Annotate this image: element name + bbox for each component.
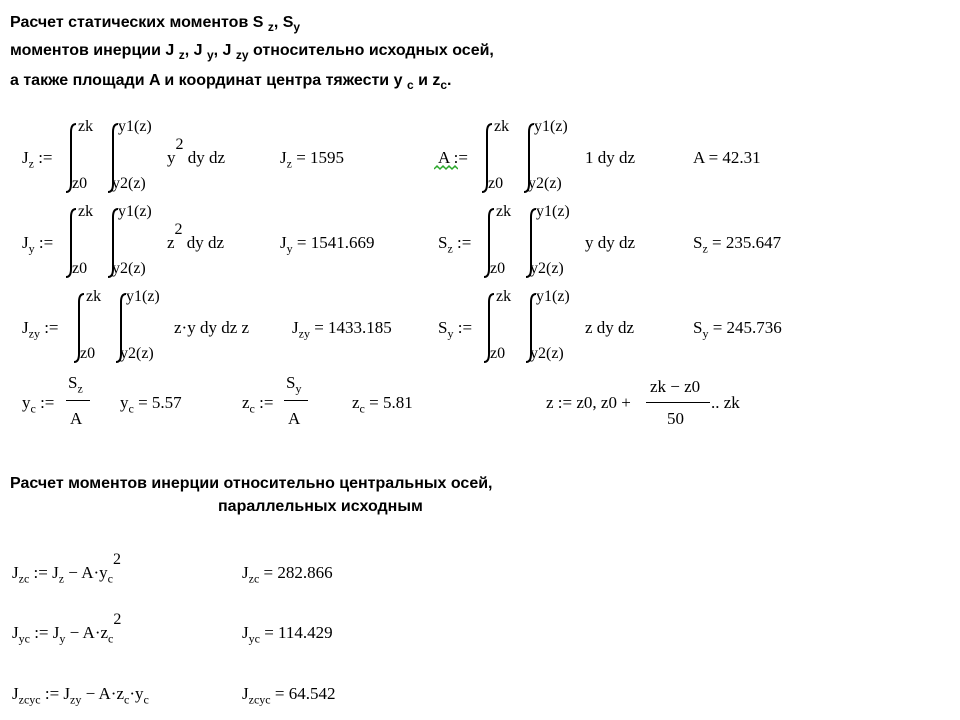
- var: A: [438, 148, 450, 167]
- sy-result: [693, 318, 782, 341]
- assign: := J: [44, 684, 71, 703]
- heading-area-centroid: [10, 72, 452, 92]
- sub: y: [286, 241, 293, 256]
- assign: :=: [457, 233, 472, 252]
- jz-result: [280, 148, 344, 171]
- heading-sub: c: [440, 78, 448, 93]
- jzy-lower-outer: z0: [80, 345, 96, 362]
- diffs: dy dz: [186, 233, 225, 252]
- area-lower-outer: z0: [488, 175, 504, 192]
- assign: :=: [457, 318, 473, 337]
- sz-integrand: y dy dz: [585, 233, 636, 252]
- jzy-upper-outer: zk: [86, 288, 102, 305]
- jzy-result: [292, 318, 392, 341]
- var: J: [22, 233, 29, 252]
- zc-result: [352, 393, 413, 416]
- var: J: [12, 563, 19, 582]
- sz-definition[interactable]: [438, 233, 471, 256]
- sub: z: [77, 381, 83, 396]
- sub: y: [447, 326, 454, 341]
- var: J: [12, 623, 19, 642]
- var: J: [280, 233, 287, 252]
- sub: z: [28, 156, 34, 171]
- value: = 5.57: [138, 393, 182, 412]
- sz-upper-inner: y1(z): [536, 203, 570, 220]
- area-upper-outer: zk: [494, 118, 510, 135]
- var: S: [438, 233, 448, 252]
- sub: y: [59, 631, 66, 646]
- zc-fraction-bar: [284, 400, 308, 401]
- value: = 235.647: [712, 233, 782, 252]
- heading-sub: z: [267, 20, 274, 35]
- integrand: z: [167, 233, 175, 252]
- jz-lower-outer: z0: [72, 175, 88, 192]
- zc-numerator: [286, 373, 301, 396]
- assign: := J: [33, 563, 59, 582]
- minus: − A·z: [69, 623, 109, 642]
- assign: :=: [38, 148, 53, 167]
- jy-definition[interactable]: [22, 233, 53, 256]
- sub: z: [702, 241, 708, 256]
- heading-sub: z: [178, 48, 185, 63]
- heading-sub: c: [406, 78, 414, 93]
- area-result: A = 42.31: [693, 148, 761, 167]
- assign: :=: [259, 393, 274, 412]
- sub: c: [359, 401, 365, 416]
- sub: yc: [248, 631, 260, 646]
- jz-upper-inner: y1(z): [118, 118, 152, 135]
- area-upper-inner: y1(z): [534, 118, 568, 135]
- var: S: [693, 318, 703, 337]
- sub: z: [447, 241, 453, 256]
- sub: c: [30, 401, 36, 416]
- sub: zy: [28, 326, 40, 341]
- value: = 64.542: [274, 684, 336, 703]
- heading-parallel: параллельных исходным: [218, 498, 423, 515]
- heading-text: и z: [413, 72, 441, 89]
- jyc-result: [242, 623, 333, 646]
- z-range-fraction-bar: [646, 402, 710, 403]
- sub: yc: [18, 631, 30, 646]
- heading-sub: zy: [235, 48, 249, 63]
- sub: c: [124, 692, 130, 707]
- sub: zy: [70, 692, 82, 707]
- jzy-upper-inner: y1(z): [126, 288, 160, 305]
- value: = 1541.669: [296, 233, 375, 252]
- jzy-definition[interactable]: [22, 318, 59, 341]
- heading-sub: y: [206, 48, 214, 63]
- var: z: [242, 393, 250, 412]
- sy-integrand: z dy dz: [585, 318, 635, 337]
- jzcyc-result: [242, 684, 335, 707]
- var: S: [438, 318, 448, 337]
- var: J: [22, 318, 29, 337]
- jyc-definition[interactable]: [12, 611, 122, 646]
- power: 2: [112, 551, 121, 568]
- value: = 114.429: [264, 623, 333, 642]
- z-range-left[interactable]: z := z0, z0 +: [546, 393, 631, 412]
- spellcheck-squiggle-icon: [434, 164, 458, 172]
- sz-lower-inner: y2(z): [530, 260, 564, 277]
- var: J: [12, 684, 19, 703]
- area-integrand: 1 dy dz: [585, 148, 636, 167]
- sub: c: [249, 401, 255, 416]
- yc-denominator: A: [70, 409, 83, 428]
- jz-definition[interactable]: [22, 148, 53, 171]
- sub: y: [28, 241, 35, 256]
- power: 2: [113, 611, 122, 628]
- dot: ·y: [129, 684, 144, 703]
- minus: − A·z: [85, 684, 125, 703]
- sz-lower-outer: z0: [490, 260, 506, 277]
- heading-text: относительно исходных осей,: [248, 42, 494, 59]
- jy-lower-inner: y2(z): [112, 260, 146, 277]
- var: z: [352, 393, 360, 412]
- sy-lower-inner: y2(z): [530, 345, 564, 362]
- z-range-denominator: 50: [667, 409, 684, 428]
- z-range-numerator: zk − z0: [650, 377, 701, 396]
- sub: z: [286, 156, 292, 171]
- var: y: [22, 393, 31, 412]
- var: y: [120, 393, 129, 412]
- sub: y: [702, 326, 709, 341]
- jz-upper-outer: zk: [78, 118, 94, 135]
- sub: zc: [248, 571, 260, 586]
- var: J: [242, 563, 249, 582]
- sub: zy: [298, 326, 310, 341]
- jzc-definition[interactable]: [12, 551, 121, 586]
- value: = 282.866: [263, 563, 333, 582]
- num: S: [286, 373, 296, 392]
- jzcyc-definition[interactable]: [12, 684, 149, 707]
- sub: zcyc: [248, 692, 271, 707]
- heading-text: моментов инерции J: [10, 42, 179, 59]
- value: = 5.81: [369, 393, 413, 412]
- heading-central-axes: Расчет моментов инерции относительно центральных осей,: [10, 475, 493, 492]
- yc-definition[interactable]: [22, 393, 54, 416]
- jz-lower-inner: y2(z): [112, 175, 146, 192]
- num: S: [68, 373, 78, 392]
- sub: c: [128, 401, 134, 416]
- heading-text: , J: [213, 42, 236, 59]
- sub: c: [143, 692, 149, 707]
- yc-fraction-bar: [66, 400, 90, 401]
- assign: :=: [38, 233, 54, 252]
- sy-definition[interactable]: [438, 318, 472, 341]
- heading-sub: y: [293, 20, 301, 35]
- sub: y: [295, 381, 302, 396]
- jy-lower-outer: z0: [72, 260, 88, 277]
- sy-upper-inner: y1(z): [536, 288, 570, 305]
- integrand: y: [167, 148, 176, 167]
- var: J: [292, 318, 299, 337]
- heading-text: , S: [273, 14, 294, 31]
- power: 2: [175, 136, 184, 153]
- var: J: [242, 623, 249, 642]
- var: J: [280, 148, 287, 167]
- power: 2: [174, 221, 183, 238]
- sub: c: [107, 571, 113, 586]
- heading-static-moments: [10, 14, 300, 34]
- heading-text: .: [447, 72, 452, 89]
- value: = 1433.185: [314, 318, 392, 337]
- assign: :=: [40, 393, 55, 412]
- assign: :=: [44, 318, 59, 337]
- jy-result: [280, 233, 374, 256]
- sub: zc: [18, 571, 30, 586]
- jzy-integrand: z·y dy dz z: [174, 318, 250, 337]
- zc-denominator: A: [288, 409, 301, 428]
- var: J: [242, 684, 249, 703]
- sub: c: [108, 631, 114, 646]
- jy-integrand: [167, 221, 225, 253]
- diffs: dy dz: [187, 148, 226, 167]
- heading-inertia-moments: [10, 42, 494, 62]
- yc-result: [120, 393, 182, 416]
- sy-upper-outer: zk: [496, 288, 512, 305]
- jz-integrand: [167, 136, 226, 168]
- value: = 245.736: [712, 318, 782, 337]
- minus: − A·y: [68, 563, 108, 582]
- sz-result: [693, 233, 781, 256]
- sub: zcyc: [18, 692, 41, 707]
- yc-numerator: [68, 373, 83, 396]
- jy-upper-inner: y1(z): [118, 203, 152, 220]
- heading-text: а также площади A и координат центра тяжести y: [10, 72, 407, 89]
- value: = 1595: [296, 148, 345, 167]
- area-lower-inner: y2(z): [528, 175, 562, 192]
- assign: :=: [453, 148, 468, 167]
- sy-lower-outer: z0: [490, 345, 506, 362]
- jzy-lower-inner: y2(z): [120, 345, 154, 362]
- var: J: [22, 148, 29, 167]
- jy-upper-outer: zk: [78, 203, 94, 220]
- z-range-right: .. zk: [711, 393, 740, 412]
- sz-upper-outer: zk: [496, 203, 512, 220]
- sub: z: [58, 571, 65, 586]
- jzc-result: [242, 563, 333, 586]
- heading-text: Расчет статических моментов S: [10, 14, 268, 31]
- assign: := J: [34, 623, 60, 642]
- heading-text: , J: [184, 42, 207, 59]
- var: S: [693, 233, 703, 252]
- zc-definition[interactable]: [242, 393, 273, 416]
